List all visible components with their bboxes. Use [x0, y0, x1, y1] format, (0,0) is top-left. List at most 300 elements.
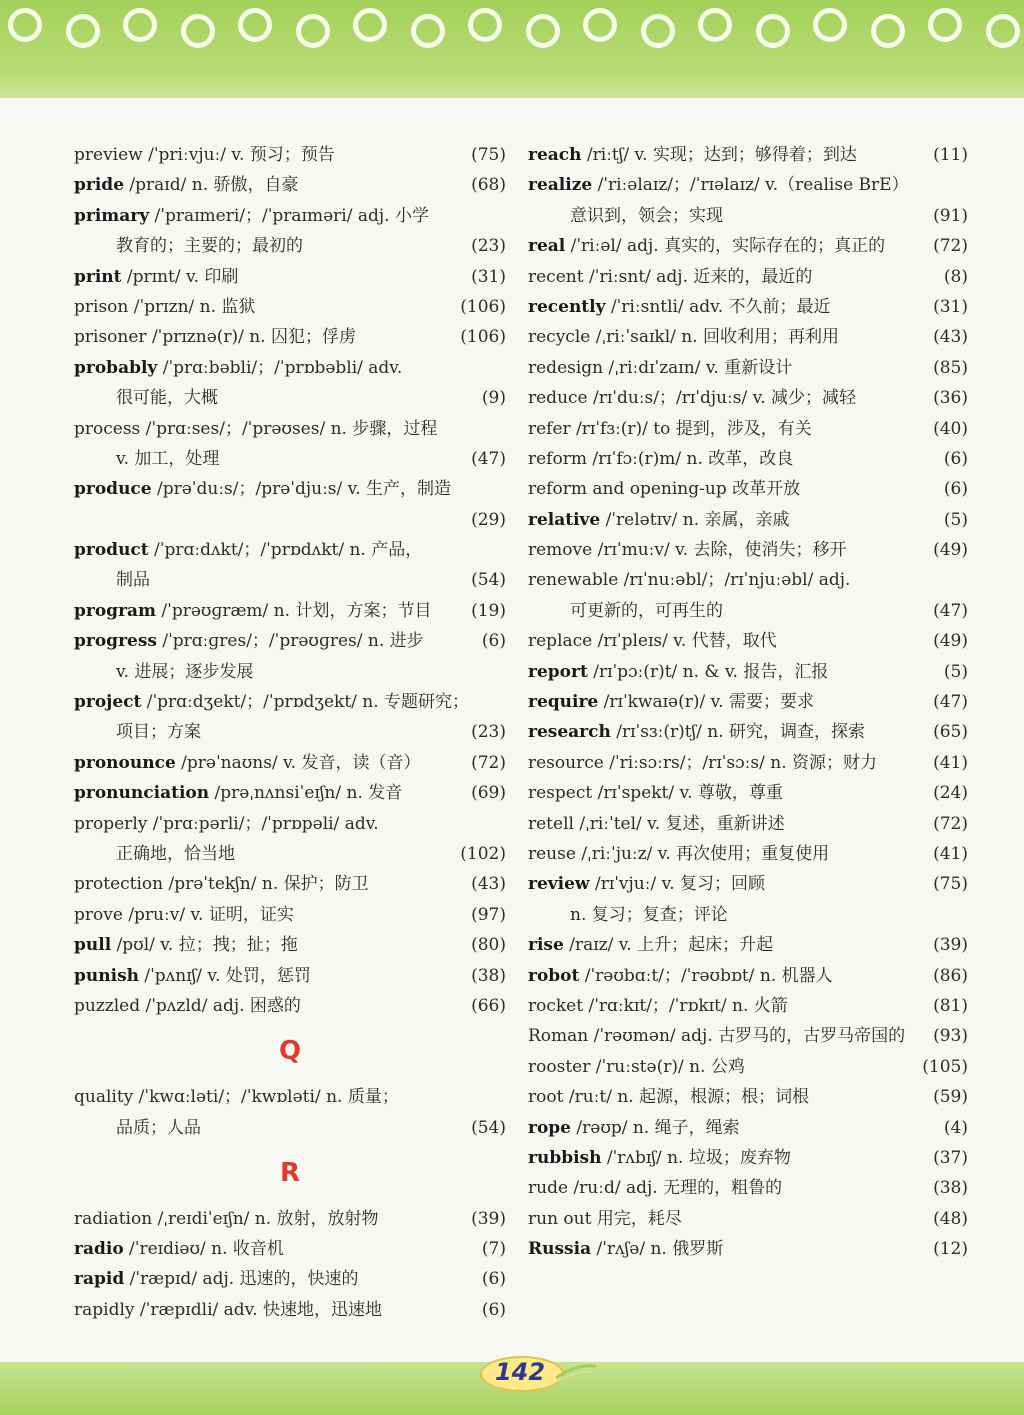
entry-text — [528, 1021, 905, 1051]
headword: relative — [528, 509, 601, 530]
entry-text — [528, 292, 831, 322]
ring-ornament — [813, 8, 847, 42]
page-reference: (75) — [471, 145, 506, 165]
definition: 改革开放 — [726, 479, 801, 500]
definition: /prəˈduːs/；/prəˈdjuːs/ v. 生产，制造 — [151, 479, 452, 500]
definition: /ˌriːˈsaɪkl/ n. 回收利用；再利用 — [590, 327, 840, 348]
entry-text — [528, 717, 865, 747]
definition: /ˈræpɪd/ adj. 迅速的，快速的 — [124, 1269, 359, 1290]
definition: /ˈkwɑːləti/；/ˈkwɒləti/ n. 质量； — [133, 1087, 399, 1108]
headword: rocket — [528, 995, 584, 1016]
definition: /rɪˈpɔː(r)t/ n. & v. 报告，汇报 — [587, 661, 829, 682]
entry-text — [528, 322, 839, 352]
entry-text — [528, 231, 885, 261]
glossary-entry — [528, 322, 968, 352]
definition: /ˈpraɪmeri/；/ˈpraɪməri/ adj. 小学 — [149, 205, 429, 226]
headword: radio — [74, 1239, 124, 1260]
ring-ornament — [123, 8, 157, 42]
entry-text — [528, 505, 790, 535]
entry-text — [74, 1234, 284, 1264]
page-reference: (11) — [933, 145, 968, 165]
page-reference: (106) — [460, 327, 506, 348]
definition: /riːtʃ/ v. 实现；达到；够得着；到达 — [581, 145, 857, 165]
headword: research — [528, 722, 611, 743]
definition: /prəˈtekʃn/ n. 保护；防卫 — [163, 874, 369, 895]
entry-text — [528, 383, 856, 413]
headword: probably — [74, 357, 158, 378]
entry-continuation — [74, 565, 506, 595]
ring-ornament — [583, 8, 617, 42]
glossary-entry — [74, 869, 506, 899]
glossary-entry — [74, 809, 506, 839]
page-reference: (8) — [943, 266, 968, 287]
glossary-entry — [528, 1021, 968, 1051]
page-reference: (97) — [471, 904, 506, 925]
ring-ornament — [928, 8, 962, 42]
entry-text — [528, 961, 833, 991]
page-reference: (31) — [471, 266, 506, 287]
page-reference: (31) — [933, 296, 968, 317]
definition: 项目；方案 — [116, 722, 201, 743]
entry-continuation — [74, 231, 506, 261]
entry-text — [74, 414, 437, 444]
headword: protection — [74, 874, 164, 895]
ring-ornament — [698, 8, 732, 42]
glossary-entry — [528, 565, 968, 595]
entry-text — [74, 201, 429, 231]
definition: /prəˈnaʊns/ v. 发音，读（音） — [175, 752, 421, 773]
headword: robot — [528, 965, 580, 986]
definition: /pʊl/ v. 拉；拽；扯；拖 — [111, 935, 298, 956]
page-reference: (80) — [471, 935, 506, 956]
definition: /rɪˈfɜː(r)/ to 提到，涉及，有关 — [570, 418, 812, 439]
glossary-entry — [528, 1204, 968, 1234]
definition: /ˈpʌnɪʃ/ v. 处罚，惩罚 — [139, 965, 311, 986]
section-letter: Q — [278, 1036, 302, 1067]
glossary-entry — [528, 1082, 968, 1112]
glossary-entry — [528, 414, 968, 444]
entry-text — [528, 626, 777, 656]
ring-ornament — [871, 14, 905, 48]
entry-continuation — [74, 657, 506, 687]
headword: respect — [528, 783, 593, 804]
definition: /ˈprəʊɡræm/ n. 计划，方案；节目 — [156, 600, 432, 621]
glossary-entry — [74, 262, 506, 292]
definition: /ˈpriːvjuː/ v. 预习；预告 — [142, 145, 335, 165]
definition: /ruːd/ adj. 无理的，粗鲁的 — [568, 1178, 783, 1199]
definition: /ˈruːstə(r)/ n. 公鸡 — [590, 1056, 745, 1077]
page-reference: (6) — [943, 448, 968, 469]
definition: /rɪˈpleɪs/ v. 代替，取代 — [592, 631, 777, 652]
glossary-entry — [528, 1052, 968, 1082]
glossary-entry — [74, 535, 506, 565]
definition: 教育的；主要的；最初的 — [116, 236, 303, 257]
page-reference: (49) — [933, 631, 968, 652]
entry-text — [74, 809, 379, 839]
page-reference: (9) — [481, 388, 506, 409]
definition: /ˈræpɪdli/ adv. 快速地，迅速地 — [134, 1299, 383, 1320]
headword: retell — [528, 813, 574, 834]
glossary-entry — [74, 170, 506, 200]
entry-text — [74, 1082, 399, 1112]
glossary-entry — [528, 748, 968, 778]
page-reference: (39) — [933, 935, 968, 956]
glossary-entry — [74, 201, 506, 231]
definition: 用完，耗尽 — [591, 1208, 682, 1229]
definition: /ˈprɑːses/；/ˈprəʊses/ n. 步骤，过程 — [140, 418, 438, 439]
definition: /rɪˈspekt/ v. 尊敬，尊重 — [592, 783, 783, 804]
ring-ornament — [468, 8, 502, 42]
headword: recent — [528, 266, 584, 287]
headword: resource — [528, 752, 604, 773]
glossary-entry — [74, 687, 506, 717]
entry-text — [528, 839, 829, 869]
definition: 品质；人品 — [116, 1117, 201, 1138]
page-reference: (85) — [933, 357, 968, 378]
glossary-entry — [528, 657, 968, 687]
entry-continuation — [528, 900, 968, 930]
page-reference: (49) — [933, 540, 968, 561]
definition: 可更新的，可再生的 — [570, 600, 723, 621]
glossary-entry — [74, 991, 506, 1021]
headword: radiation — [74, 1208, 153, 1229]
definition: /ˈprɑːɡres/；/ˈprəʊɡres/ n. 进步 — [156, 631, 424, 652]
page-reference: (6) — [481, 1269, 506, 1290]
definition: /ˈriːsɔːrs/；/rɪˈsɔːs/ n. 资源；财力 — [603, 752, 878, 773]
definition: 很可能，大概 — [116, 388, 218, 409]
ring-ornament — [8, 8, 42, 42]
glossary-entry — [528, 809, 968, 839]
glossary-entry — [74, 930, 506, 960]
page-reference: (29) — [471, 509, 506, 530]
glossary-entry — [528, 231, 968, 261]
entry-continuation — [74, 444, 506, 474]
glossary-entry — [74, 353, 506, 383]
page-reference: (72) — [933, 813, 968, 834]
glossary-entry — [528, 687, 968, 717]
top-decorative-band — [0, 0, 1024, 100]
entry-text — [528, 991, 788, 1021]
page-reference: (54) — [471, 1117, 506, 1138]
definition: /prɪnt/ v. 印刷 — [121, 266, 239, 287]
entry-text — [528, 687, 814, 717]
glossary-entry — [528, 1113, 968, 1143]
page-reference: (59) — [933, 1087, 968, 1108]
entry-text — [528, 1173, 782, 1203]
entry-text — [74, 869, 369, 899]
definition: /rəʊp/ n. 绳子，绳索 — [571, 1117, 740, 1138]
entry-text — [528, 1113, 740, 1143]
definition: /ˈrʌbɪʃ/ n. 垃圾；废弃物 — [601, 1147, 791, 1168]
entry-text — [528, 1204, 682, 1234]
page-reference: (19) — [471, 600, 506, 621]
entry-text — [74, 961, 311, 991]
headword: preview — [74, 145, 143, 165]
glossary-left-column — [74, 140, 506, 1325]
definition: /ˈprɑːbəbli/；/ˈprɒbəbli/ adv. — [157, 357, 403, 378]
page-reference: (23) — [471, 722, 506, 743]
definition: 意识到，领会；实现 — [570, 205, 723, 226]
entry-text — [74, 353, 402, 383]
definition: /ruːt/ n. 起源，根源；根；词根 — [563, 1087, 810, 1108]
entry-text — [528, 1234, 723, 1264]
page-reference: (38) — [471, 965, 506, 986]
headword: redesign — [528, 357, 604, 378]
entry-text — [528, 474, 800, 504]
glossary-entry — [74, 778, 506, 808]
definition: /ˌreɪdiˈeɪʃn/ n. 放射，放射物 — [152, 1208, 379, 1229]
entry-continuation — [74, 839, 506, 869]
glossary-entry — [528, 262, 968, 292]
page-reference: (23) — [471, 236, 506, 257]
page-reference: (65) — [933, 722, 968, 743]
glossary-entry — [528, 474, 968, 504]
headword: pronounce — [74, 752, 176, 773]
glossary-entry — [528, 930, 968, 960]
headword: prove — [74, 904, 123, 925]
glossary-entry — [528, 535, 968, 565]
page-reference: (6) — [481, 1299, 506, 1320]
definition: /ˈprɑːpərli/；/ˈprɒpəli/ adv. — [147, 813, 379, 834]
definition: /ˈprɪzn/ n. 监狱 — [128, 296, 256, 317]
entry-continuation — [74, 1113, 506, 1143]
headword: rapidly — [74, 1299, 135, 1320]
glossary-entry — [74, 900, 506, 930]
glossary-entry — [528, 353, 968, 383]
page-reference: (4) — [943, 1117, 968, 1138]
glossary-entry — [528, 839, 968, 869]
glossary-entry — [528, 170, 968, 200]
headword: replace — [528, 631, 593, 652]
entry-continuation — [74, 505, 506, 535]
headword: prisoner — [74, 327, 147, 348]
headword: real — [528, 236, 566, 257]
entry-text — [74, 1264, 359, 1294]
entry-text — [74, 991, 301, 1021]
glossary-entry — [74, 1295, 506, 1325]
entry-text — [528, 930, 773, 960]
definition: /ˈriːsnt/ adj. 近来的，最近的 — [583, 266, 813, 287]
entry-text — [528, 809, 785, 839]
definition: 制品 — [116, 570, 150, 591]
entry-text — [74, 140, 335, 170]
glossary-entry — [528, 778, 968, 808]
headword: properly — [74, 813, 148, 834]
page-reference: (86) — [933, 965, 968, 986]
entry-text — [528, 140, 857, 170]
definition: /praɪd/ n. 骄傲，自豪 — [124, 175, 299, 196]
page-reference: (47) — [933, 692, 968, 713]
page-reference: (91) — [933, 205, 968, 226]
headword: renewable — [528, 570, 619, 591]
headword: realize — [528, 175, 593, 196]
definition: /ˈpʌzld/ adj. 困惑的 — [140, 995, 301, 1016]
entry-text — [74, 1204, 379, 1234]
definition: n. 复习；复查；评论 — [570, 904, 728, 925]
definition: /rɪˈfɔː(r)m/ n. 改革，改良 — [586, 448, 794, 469]
page-reference: (5) — [943, 509, 968, 530]
page-reference: (47) — [933, 600, 968, 621]
entry-text — [74, 687, 469, 717]
definition: /ˈrəʊbɑːt/；/ˈrəʊbɒt/ n. 机器人 — [579, 965, 833, 986]
glossary-entry — [528, 140, 968, 170]
headword: rude — [528, 1178, 569, 1199]
page-reference: (36) — [933, 388, 968, 409]
glossary-entry — [528, 1173, 968, 1203]
headword: recently — [528, 296, 606, 317]
glossary-entry — [74, 414, 506, 444]
entry-text — [528, 748, 877, 778]
glossary-entry — [74, 1082, 506, 1112]
definition: /rɪˈnuːəbl/；/rɪˈnjuːəbl/ adj. — [618, 570, 851, 591]
definition: /ˌriːˈjuːz/ v. 再次使用；重复使用 — [575, 843, 830, 864]
glossary-entry — [74, 1264, 506, 1294]
page-reference: (47) — [471, 448, 506, 469]
entry-text — [74, 626, 424, 656]
glossary-entry — [74, 748, 506, 778]
entry-text — [74, 170, 299, 200]
page-reference: (93) — [933, 1026, 968, 1047]
definition: /ˈriːsntli/ adv. 不久前；最近 — [605, 296, 831, 317]
page-reference: (106) — [460, 296, 506, 317]
circle-border-pattern — [0, 4, 1024, 54]
headword: prison — [74, 296, 129, 317]
definition: /pruːv/ v. 证明，证实 — [122, 904, 294, 925]
entry-text — [74, 778, 402, 808]
definition: /prəˌnʌnsiˈeɪʃn/ n. 发音 — [209, 783, 403, 804]
section-letter: R — [279, 1157, 301, 1188]
entry-text — [528, 778, 783, 808]
glossary-entry — [74, 626, 506, 656]
headword: reduce — [528, 388, 588, 409]
page-reference: (41) — [933, 843, 968, 864]
headword: rooster — [528, 1056, 591, 1077]
glossary-entry — [528, 991, 968, 1021]
headword: review — [528, 874, 590, 895]
entry-text — [528, 170, 909, 200]
entry-text — [74, 292, 255, 322]
page-reference: (105) — [922, 1056, 968, 1077]
headword: reform and opening-up — [528, 479, 727, 500]
ring-ornament — [411, 14, 445, 48]
ring-ornament — [66, 14, 100, 48]
entry-text — [528, 444, 793, 474]
page-reference: (72) — [933, 236, 968, 257]
definition: v. 进展；逐步发展 — [116, 661, 254, 682]
headword: rubbish — [528, 1147, 602, 1168]
page-number-badge — [470, 1352, 600, 1394]
page-reference: (43) — [933, 327, 968, 348]
ring-ornament — [296, 14, 330, 48]
page-reference: (24) — [933, 783, 968, 804]
headword: reach — [528, 145, 582, 165]
entry-text — [74, 474, 451, 504]
glossary-entry — [528, 1143, 968, 1173]
headword: reuse — [528, 843, 576, 864]
ring-ornament — [238, 8, 272, 42]
page-reference: (7) — [481, 1239, 506, 1260]
headword: rope — [528, 1117, 571, 1138]
headword: remove — [528, 540, 593, 561]
page-reference: (68) — [471, 175, 506, 196]
glossary-entry — [74, 322, 506, 352]
definition: /rɪˈkwaɪə(r)/ v. 需要；要求 — [598, 692, 815, 713]
entry-text — [74, 262, 238, 292]
headword: rapid — [74, 1269, 125, 1290]
ring-ornament — [353, 8, 387, 42]
page-reference: (43) — [471, 874, 506, 895]
headword: process — [74, 418, 141, 439]
definition: /ˌriːdɪˈzaɪn/ v. 重新设计 — [603, 357, 793, 378]
headword: punish — [74, 965, 139, 986]
entry-text — [74, 596, 431, 626]
glossary-entry — [528, 1234, 968, 1264]
page-reference: (12) — [933, 1239, 968, 1260]
headword: print — [74, 266, 122, 287]
ring-ornament — [526, 14, 560, 48]
entry-text — [528, 565, 850, 595]
entry-continuation — [74, 717, 506, 747]
page-number: 142 — [494, 1358, 546, 1386]
definition: /ˌriːˈtel/ v. 复述，重新讲述 — [573, 813, 785, 834]
entry-text — [74, 748, 420, 778]
glossary-entry — [528, 292, 968, 322]
headword: progress — [74, 631, 157, 652]
glossary-entry — [528, 717, 968, 747]
headword: produce — [74, 479, 152, 500]
entry-text — [74, 930, 298, 960]
headword: refer — [528, 418, 571, 439]
entry-text — [74, 535, 422, 565]
glossary-entry — [528, 505, 968, 535]
page-reference: (72) — [471, 752, 506, 773]
definition: /ˈreɪdiəʊ/ n. 收音机 — [123, 1239, 284, 1260]
headword: quality — [74, 1087, 134, 1108]
glossary-entry — [528, 626, 968, 656]
entry-text — [74, 900, 294, 930]
entry-text — [528, 353, 792, 383]
headword: pride — [74, 175, 125, 196]
definition: /raɪz/ v. 上升；起床；升起 — [563, 935, 774, 956]
headword: run out — [528, 1208, 592, 1229]
page-reference: (39) — [471, 1208, 506, 1229]
entry-continuation — [74, 383, 506, 413]
entry-text — [528, 657, 828, 687]
headword: root — [528, 1087, 564, 1108]
definition: /ˈprɑːdʌkt/；/ˈprɒdʌkt/ n. 产品， — [148, 540, 423, 561]
headword: recycle — [528, 327, 591, 348]
definition: /ˈriːəl/ adj. 真实的，实际存在的；真正的 — [565, 236, 886, 257]
headword: report — [528, 661, 588, 682]
definition: /rɪˈsɜː(r)tʃ/ n. 研究，调查，探索 — [610, 722, 866, 743]
page-reference: (54) — [471, 570, 506, 591]
page-reference: (41) — [933, 752, 968, 773]
headword: require — [528, 692, 599, 713]
headword: project — [74, 692, 142, 713]
page-reference: (5) — [943, 661, 968, 682]
headword: puzzled — [74, 995, 141, 1016]
glossary-entry — [74, 596, 506, 626]
entry-text — [74, 1295, 382, 1325]
definition: /ˈrʌʃə/ n. 俄罗斯 — [591, 1239, 724, 1260]
entry-text — [528, 1082, 809, 1112]
definition: /rɪˈduːs/；/rɪˈdjuːs/ v. 减少；减轻 — [587, 388, 857, 409]
glossary-entry — [528, 383, 968, 413]
glossary-entry — [74, 1204, 506, 1234]
entry-continuation — [528, 201, 968, 231]
entry-text — [528, 1052, 745, 1082]
definition: /ˈprɪznə(r)/ n. 囚犯；俘虏 — [146, 327, 357, 348]
